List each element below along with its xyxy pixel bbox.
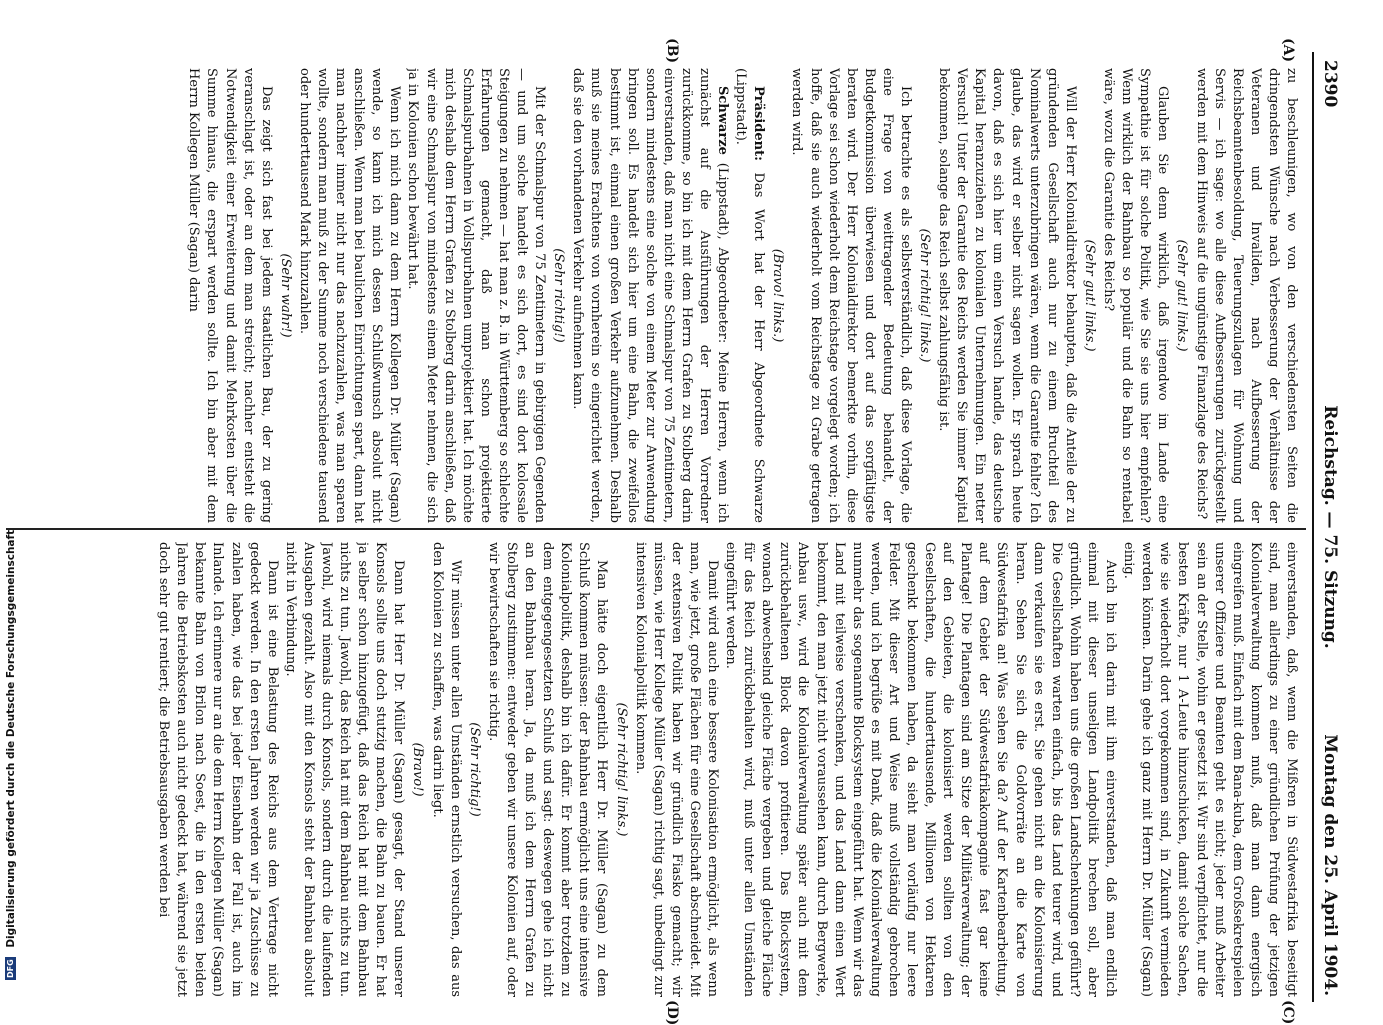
marker-c: (C) (1280, 1000, 1296, 1025)
paragraph: Wenn ich mich dann zu dem Herrn Kollegen Dr. Müller (Sagan) wende, so kann ich mich dessen Schlußwunsch absolut nicht anschließen. Wenn man bei baulichen Einrichtungen spart, dann hat man nachher immer nicht nur das nachzuzahlen, was man sparen wollte, sondern man muß zu der Summe noch verschiedene tausend oder hunderttausend Mark hinzuzahlen. (296, 68, 403, 523)
header-title: Reichstag. — 75. Sitzung. (1320, 405, 1340, 649)
header-date: Montag den 25. April 1904. (1320, 734, 1340, 996)
interjection: (Sehr richtig!) (551, 248, 567, 343)
interjection: (Sehr gut! links.) (1174, 239, 1190, 352)
interjection: (Sehr richtig!) (466, 722, 482, 817)
paragraph: Will der Herr Kolonialdirektor behaupten, daß die Anteile der zu gründenden Gesellschaft auch nur zu einem Bruchteil des Nominalwerts unterzubringen wären, wenn die Garantie fehlte? Ich glaube, das wird er selber nicht sagen wollen. Er sprach heute davon, daß es sich hier um einen Versuch handle, das deutsche Kapital heranzuziehen zu kolonialen Unternehmungen. Ein netter Versuch! Unter der Garantie des Reichs werden Sie immer Kapital bekommen, solange das Reich selbst zahlungsfähig ist. (936, 68, 1078, 523)
page-number: 2390 (1320, 60, 1340, 108)
footer-credit (5, 40, 21, 980)
interjection: (Bravo! links.) (770, 248, 786, 343)
paragraph: Ich betrachte es als selbstverständlich, daß diese Vorlage, die eine Frage von weittragender Bedeutung behandelt, der Budgetkommission überwiesen und dort auf das sorgfältigste beraten wird. Der Herr Kolonialdirektor bemerkte vorhin, diese Vorlage sei schon wiederholt dem Reichstage vorgelegt worden; ich hoffe, daß sie auch wiederholt vom Reichstage zu Grabe getragen werden wird. (789, 68, 914, 523)
paragraph: Das zeigt sich fast bei jedem staatlichen Bau, der zu gering veranschlagt ist, oder an dem man streicht; nachher entsteht die Notwendigkeit einer Erweiterung und damit Mehrkosten über die Summe hinaus, die erspart werden sollte. Ich bin aber mit dem Herrn Kollegen Müller (Sagan) darin (186, 68, 274, 523)
interjection: (Bravo!) (410, 742, 426, 797)
paragraph: Präsident: Das Wort hat der Herr Abgeordnete Schwarze (Lippstadt). (733, 68, 767, 523)
paragraph: Dann ist eine Belastung des Reichs aus dem Vertrage nicht gedeckt werden. In den ersten Jahren werden wir ja Zuschüsse zu zahlen haben, wie das bei jeder Eisenbahn der Fall ist, auch im Inlande. Ich erinnere nur an die dem Herrn Kollegen Müller (Sagan) bekannte Bahn von Brilon nach Soest, die in den ersten beiden Jahren die Betriebskosten auch nicht gedeckt hat, während sie jetzt doch sehr gut rentiert; die Betriebsausgaben werden bei (156, 542, 280, 997)
footer-text: Digitalisierung gefördert durch die Deutsche Forschungsgemeinschaft (5, 529, 17, 948)
interjection: (Sehr gut! links.) (1081, 239, 1097, 352)
paragraph: Mit der Schmalspur von 75 Zentimetern in gebirgigen Gegenden — und um solche handelt es sich dort, es sind dort kolossale Steigungen zu nehmen — hat man z. B. in Württemberg so schlechte Erfahrungen gemacht, daß man schon projektierte Schmalspurbahnen in Vollspurbahnen umprojektiert hat. Ich möchte mich deshalb dem Herrn Grafen zu Stolberg darin anschließen, daß wir eine Schmalspur von mindestens einem Meter nehmen, die sich ja in Kolonien schon bewährt hat. (405, 68, 548, 523)
column-rule (6, 528, 1306, 530)
interjection: (Sehr wahr!) (277, 253, 293, 338)
paragraph: Man hätte doch eigentlich Herr Dr. Müller (Sagan) zu dem Schluß kommen müssen: der Bahnbau ermöglicht uns eine intensive Kolonialpolitik, deshalb bin ich dafür. Er kommt aber trotzdem zu dem entgegengesetzten Schluß und sagt: deswegen gehe ich nicht an den Bahnbau heran. Ja, da muß ich dem Herrn Grafen zu Stolberg zustimmen: entweder geben wir unsere Kolonien auf, oder wir bewirtschaften sie richtig. (485, 542, 610, 997)
paragraph: Glauben Sie denn wirklich, daß irgendwo im Lande eine Sympathie ist für solche Politik, wie Sie sie uns hier empfehlen? Wenn wirklich der Bahnbau so populär und die Bahn so rentabel wäre, wozu die Garantie des Reichs? (1101, 68, 1171, 523)
marker-a: (A) (1280, 38, 1296, 63)
paragraph: Damit wird auch eine bessere Kolonisation ermöglicht, als wenn man, wie jetzt, große Flächen für eine Gesellschaft abschneidet. Mit der extensiven Politik haben wir gründlich Fiasko gemacht; wir müssen, wie Herr Kollege Müller (Sagan) richtig sagt, unbedingt zur intensiven Kolonialpolitik kommen. (632, 542, 720, 997)
marker-d: (D) (664, 1000, 680, 1025)
paragraph: einverstanden, daß, wenn die Mißren in Südwestafrika beseitigt sind, man allerdings zu einer gründlichen Prüfung der jetzigen Kolonialverwaltung kommen muß, daß man dann energisch eingreifen muß. Einfach mit dem Bana-kuba, dem Großsekretspielen unserer Offiziere und Beamten geht es nicht; jeder muß Arbeiter sein an der Stelle, wohin er gesetzt ist. Wir sind verpflichtet, nur die besten Kräfte, nur 1 A-Leute hinzuschicken, damit solche Sachen, wie sie wiederholt dort vorgekommen sind, in Zukunft vermieden werden können. Darin gehe ich ganz mit Herrn Dr. Müller (Sagan) einig. (1121, 542, 1299, 997)
document-page (0, 38, 1340, 1025)
marker-b: (B) (664, 38, 680, 64)
right-text-column (10, 542, 1300, 997)
interjection: (Sehr richtig! links.) (613, 702, 629, 837)
left-text-column (10, 68, 1300, 523)
paragraph: Wir müssen unter allen Umständen ernstlich versuchen, das aus den Kolonien zu schaffen, was darin liegt. (429, 542, 463, 997)
dfg-logo: DFG (6, 959, 15, 978)
paragraph: Auch bin ich darin mit ihm einverstanden, daß man endlich einmal mit dieser unseligen Landpolitik brechen soll, aber gründlich. Wohin haben uns die großen Landschenkungen geführt? Die Gesellschaften warten einfach, bis das Land teurer wird, und dann verkaufen sie es erst. Sie gehen nicht an die Kolonisierung heran. Sehen Sie sich die Goldvorräte an die Karte von Südwestafrika an! Was sehen Sie da? Auf der Kartenbearbeitung, auf dem Gebiet der Südwestafrikakompagnie fast gar keine Plantage! Die Plantagen sind am Sitze der Militärverwaltung; der auf den Gebieten, die kolonisiert werden sollten von den Gesellschaften, die hunderttausende, Millionen von Hektaren geschenkt bekommen haben, da sieht man vorläufig nur leere Felder. Mit dieser Art und Weise muß vollständig gebrochen werden, und ich begrüße es mit Dank, daß die Kolonialverwaltung nunmehr das sogenannte Blocksystem eingeführt hat. Wenn wir das Land mit teilweise verschenken, und das Land dann einen Wert bekommt, den man jetzt nicht voraussehen kann, durch Bergwerke, Anbau usw., wird die Kolonialverwaltung später auch mit dem zurückbehaltenen Block davon profitieren. Das Blocksystem, wonach abwechselnd gleiche Fläche vergeben und gleiche Fläche für das Reich zurückbehalten wird, muß unter allen Umständen eingeführt werden. (723, 542, 1119, 997)
paragraph: zu beschleunigen, wo von den verschiedensten Seiten die dringendsten Wünsche nach Verbesserung der Verhältnisse der Veteranen und Invaliden, nach Aufbesserung der Reichsbeamtenbesoldung, Teuerungszulagen für Wohnung und Servis — ich sage: wo alle diese Aufbesserungen zurückgestellt werden mit dem Hinweis auf die ungünstige Finanzlage des Reichs? (1193, 68, 1299, 523)
interjection: (Sehr richtig! links.) (917, 228, 933, 363)
paragraph: Schwarze (Lippstadt), Abgeordneter: Meine Herren, wenn ich zunächst auf die Ausführungen der Herren Vorredner zurückkomme, so bin ich mit dem Herrn Grafen zu Stolberg darin einverstanden, daß man nicht eine Schmalspur von 75 Zentimetern, sondern mindestens eine solche von einem Meter zur Anwendung bringen soll. Es handelt sich hier um eine Bahn, die zweifellos bestimmt ist, einmal einen großen Verkehr aufzunehmen. Deshalb muß sie meines Erachtens von vornherein so eingerichtet werden, daß sie den vorhandenen Verkehr aufnehmen kann. (570, 68, 731, 523)
paragraph: Dann hat Herr Dr. Müller (Sagan) gesagt, der Stand unserer Konsols sollte uns doch stutzig machen, die Bahn zu bauen. Er hat ja selber schon hinzugefügt, daß das Reich hat mit dem Bahnbau nichts zu tun. Jawohl, das Reich hat mit dem Bahnbau nichts zu tun. Jawohl, wird niemals durch Konsols, sondern durch die laufenden Ausgaben gezahlt. Also mit den Konsols steht der Bahnbau absolut nicht in Verbindung. (282, 542, 407, 997)
page-header (1312, 52, 1340, 1002)
